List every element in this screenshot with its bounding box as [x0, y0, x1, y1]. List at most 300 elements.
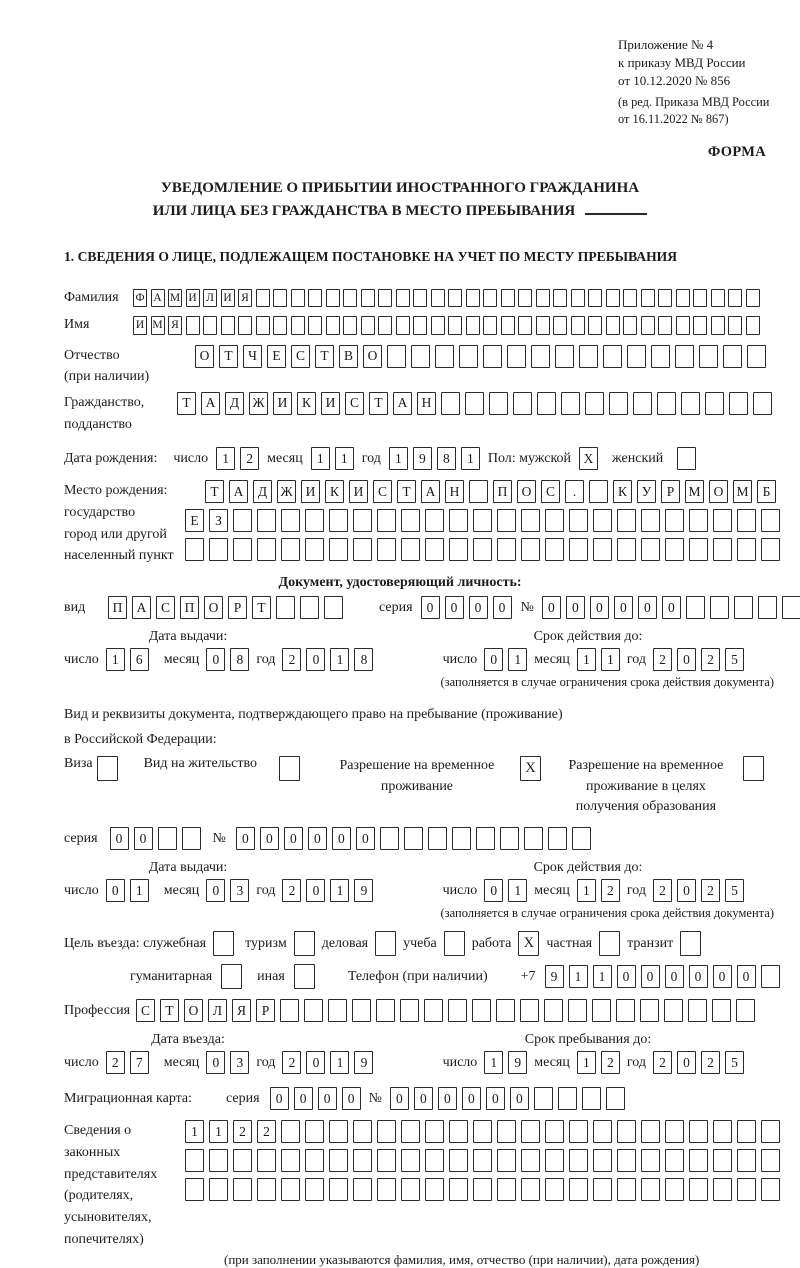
migration-series-cells[interactable] [270, 1087, 361, 1110]
cell[interactable] [377, 509, 396, 532]
cell[interactable] [281, 538, 300, 561]
cell[interactable]: Е [267, 345, 286, 368]
cell[interactable] [209, 1178, 228, 1201]
cell[interactable]: Р [228, 596, 247, 619]
cell[interactable] [308, 316, 322, 335]
cell[interactable]: 1 [601, 648, 620, 671]
cell[interactable]: Ч [243, 345, 262, 368]
cell[interactable] [606, 1087, 625, 1110]
cell[interactable]: 1 [508, 648, 527, 671]
cell[interactable]: О [195, 345, 214, 368]
cell[interactable]: 1 [311, 447, 330, 470]
cell[interactable] [747, 345, 766, 368]
cell[interactable] [329, 1178, 348, 1201]
migration-number-cells[interactable] [390, 1087, 625, 1110]
cell[interactable] [444, 931, 465, 956]
cell[interactable] [737, 538, 756, 561]
cell[interactable] [281, 1178, 300, 1201]
cell[interactable] [305, 509, 324, 532]
cell[interactable] [569, 1178, 588, 1201]
cell[interactable]: 0 [462, 1087, 481, 1110]
cell[interactable]: 0 [356, 827, 375, 850]
cell[interactable] [377, 1149, 396, 1172]
edu-permit-checkbox[interactable] [743, 756, 764, 781]
cell[interactable]: М [685, 480, 704, 503]
purpose-humanitarian-checkbox[interactable] [221, 964, 242, 989]
cell[interactable] [387, 345, 406, 368]
cell[interactable] [343, 289, 357, 308]
cell[interactable] [209, 538, 228, 561]
cell[interactable] [411, 345, 430, 368]
cell[interactable]: П [108, 596, 127, 619]
cell[interactable] [545, 509, 564, 532]
cell[interactable] [531, 345, 550, 368]
cell[interactable] [761, 538, 780, 561]
cell[interactable] [676, 289, 690, 308]
cell[interactable]: Т [315, 345, 334, 368]
legal-reps-cells-row3[interactable] [185, 1178, 780, 1201]
cell[interactable]: 1 [185, 1120, 204, 1143]
cell[interactable] [425, 1149, 444, 1172]
cell[interactable]: 0 [486, 1087, 505, 1110]
cell[interactable]: 5 [725, 879, 744, 902]
cell[interactable]: 0 [590, 596, 609, 619]
cell[interactable] [746, 316, 760, 335]
residence-series-cells[interactable] [110, 827, 201, 850]
cell[interactable] [710, 596, 729, 619]
cell[interactable] [569, 1120, 588, 1143]
cell[interactable] [483, 289, 497, 308]
cell[interactable]: 0 [236, 827, 255, 850]
cell[interactable]: Я [238, 289, 252, 308]
cell[interactable] [761, 1178, 780, 1201]
cell[interactable]: И [349, 480, 368, 503]
cell[interactable] [425, 538, 444, 561]
cell[interactable] [734, 596, 753, 619]
cell[interactable] [665, 1120, 684, 1143]
cell[interactable]: Ф [133, 289, 147, 308]
cell[interactable]: 1 [461, 447, 480, 470]
cell[interactable] [221, 316, 235, 335]
name-cells[interactable] [133, 316, 760, 335]
cell[interactable]: 0 [662, 596, 681, 619]
cell[interactable] [281, 1120, 300, 1143]
cell[interactable] [617, 1120, 636, 1143]
cell[interactable] [378, 316, 392, 335]
cell[interactable] [501, 316, 515, 335]
cell[interactable]: О [363, 345, 382, 368]
cell[interactable] [737, 1120, 756, 1143]
cell[interactable] [729, 392, 748, 415]
cell[interactable]: 1 [577, 1051, 596, 1074]
cell[interactable] [209, 1149, 228, 1172]
cell[interactable]: 2 [240, 447, 259, 470]
cell[interactable]: 0 [641, 965, 660, 988]
cell[interactable] [203, 316, 217, 335]
birthplace-cells-row2[interactable] [185, 509, 780, 532]
cell[interactable] [758, 596, 777, 619]
cell[interactable]: М [151, 316, 165, 335]
cell[interactable] [617, 1178, 636, 1201]
cell[interactable] [641, 1120, 660, 1143]
cell[interactable]: 0 [306, 1051, 325, 1074]
cell[interactable] [592, 999, 611, 1022]
cell[interactable] [353, 538, 372, 561]
cell[interactable] [424, 999, 443, 1022]
profession-cells[interactable] [136, 999, 755, 1022]
cell[interactable]: М [168, 289, 182, 308]
cell[interactable] [469, 480, 488, 503]
cell[interactable]: Т [369, 392, 388, 415]
cell[interactable] [558, 1087, 577, 1110]
cell[interactable] [761, 1120, 780, 1143]
cell[interactable]: 1 [330, 879, 349, 902]
residence-valid-year-cells[interactable] [653, 879, 744, 902]
cell[interactable] [658, 316, 672, 335]
cell[interactable]: Е [185, 509, 204, 532]
cell[interactable]: 3 [230, 879, 249, 902]
cell[interactable] [97, 756, 118, 781]
cell[interactable] [689, 1178, 708, 1201]
cell[interactable]: Ж [277, 480, 296, 503]
cell[interactable] [593, 538, 612, 561]
cell[interactable]: 0 [438, 1087, 457, 1110]
cell[interactable]: О [204, 596, 223, 619]
cell[interactable]: 1 [130, 879, 149, 902]
cell[interactable] [579, 345, 598, 368]
cell[interactable] [425, 509, 444, 532]
cell[interactable] [728, 316, 742, 335]
cell[interactable]: 0 [713, 965, 732, 988]
cell[interactable] [589, 480, 608, 503]
cell[interactable]: Я [168, 316, 182, 335]
purpose-transit-checkbox[interactable] [680, 931, 701, 956]
cell[interactable]: 0 [206, 1051, 225, 1074]
cell[interactable] [273, 289, 287, 308]
cell[interactable] [593, 1178, 612, 1201]
cell[interactable] [305, 538, 324, 561]
cell[interactable] [483, 316, 497, 335]
cell[interactable] [705, 392, 724, 415]
cell[interactable] [689, 538, 708, 561]
cell[interactable] [431, 316, 445, 335]
cell[interactable]: Т [160, 999, 179, 1022]
cell[interactable]: 0 [510, 1087, 529, 1110]
birth-year-cells[interactable] [389, 447, 480, 470]
cell[interactable] [553, 289, 567, 308]
entry-month-cells[interactable] [206, 1051, 249, 1074]
cell[interactable] [459, 345, 478, 368]
cell[interactable]: Д [225, 392, 244, 415]
cell[interactable] [753, 392, 772, 415]
cell[interactable] [158, 827, 177, 850]
cell[interactable] [213, 931, 234, 956]
cell[interactable] [536, 316, 550, 335]
temp-permit-checkbox[interactable] [520, 756, 541, 781]
cell[interactable]: Л [203, 289, 217, 308]
purpose-tourism-checkbox[interactable] [294, 931, 315, 956]
cell[interactable]: А [151, 289, 165, 308]
cell[interactable] [257, 538, 276, 561]
cell[interactable] [681, 392, 700, 415]
cell[interactable] [641, 1178, 660, 1201]
residence-valid-day-cells[interactable] [484, 879, 527, 902]
cell[interactable]: X [520, 756, 541, 781]
cell[interactable]: X [579, 447, 598, 470]
cell[interactable] [472, 999, 491, 1022]
cell[interactable] [737, 1149, 756, 1172]
cell[interactable] [294, 964, 315, 989]
cell[interactable] [665, 1149, 684, 1172]
cell[interactable] [497, 538, 516, 561]
cell[interactable]: К [297, 392, 316, 415]
cell[interactable] [448, 999, 467, 1022]
cell[interactable]: 0 [342, 1087, 361, 1110]
cell[interactable]: Т [397, 480, 416, 503]
cell[interactable]: 0 [614, 596, 633, 619]
cell[interactable] [326, 316, 340, 335]
cell[interactable] [713, 1149, 732, 1172]
cell[interactable] [413, 289, 427, 308]
cell[interactable] [185, 1178, 204, 1201]
cell[interactable] [665, 1178, 684, 1201]
cell[interactable] [377, 1178, 396, 1201]
cell[interactable]: 2 [701, 879, 720, 902]
cell[interactable] [291, 316, 305, 335]
cell[interactable] [588, 289, 602, 308]
cell[interactable] [186, 316, 200, 335]
issue-month-cells[interactable] [206, 648, 249, 671]
cell[interactable] [664, 999, 683, 1022]
cell[interactable] [665, 509, 684, 532]
cell[interactable]: 0 [270, 1087, 289, 1110]
legal-reps-cells-row1[interactable] [185, 1120, 780, 1143]
cell[interactable]: 2 [653, 648, 672, 671]
cell[interactable]: 9 [354, 879, 373, 902]
surname-cells[interactable] [133, 289, 760, 308]
purpose-official-checkbox[interactable] [213, 931, 234, 956]
cell[interactable] [561, 392, 580, 415]
cell[interactable] [380, 827, 399, 850]
cell[interactable] [640, 999, 659, 1022]
doc-series-cells[interactable] [421, 596, 512, 619]
cell[interactable] [291, 289, 305, 308]
birth-day-cells[interactable] [216, 447, 259, 470]
cell[interactable] [545, 1178, 564, 1201]
cell[interactable] [233, 1149, 252, 1172]
cell[interactable]: А [132, 596, 151, 619]
cell[interactable] [571, 289, 585, 308]
cell[interactable] [520, 999, 539, 1022]
cell[interactable]: 2 [653, 879, 672, 902]
cell[interactable]: Т [252, 596, 271, 619]
cell[interactable] [376, 999, 395, 1022]
cell[interactable] [329, 509, 348, 532]
cell[interactable] [641, 1149, 660, 1172]
cell[interactable] [238, 316, 252, 335]
cell[interactable] [233, 1178, 252, 1201]
cell[interactable] [273, 316, 287, 335]
cell[interactable]: 0 [308, 827, 327, 850]
cell[interactable] [651, 345, 670, 368]
cell[interactable]: А [229, 480, 248, 503]
cell[interactable] [545, 1120, 564, 1143]
cell[interactable] [657, 392, 676, 415]
cell[interactable] [582, 1087, 601, 1110]
cell[interactable] [521, 538, 540, 561]
cell[interactable] [761, 1149, 780, 1172]
cell[interactable] [324, 596, 343, 619]
cell[interactable]: Л [208, 999, 227, 1022]
cell[interactable] [713, 509, 732, 532]
cell[interactable] [428, 827, 447, 850]
cell[interactable]: П [493, 480, 512, 503]
cell[interactable] [305, 1120, 324, 1143]
cell[interactable]: Ж [249, 392, 268, 415]
cell[interactable]: 0 [638, 596, 657, 619]
cell[interactable]: В [339, 345, 358, 368]
cell[interactable] [305, 1178, 324, 1201]
cell[interactable]: С [136, 999, 155, 1022]
cell[interactable] [588, 316, 602, 335]
cell[interactable]: Т [219, 345, 238, 368]
cell[interactable]: У [637, 480, 656, 503]
cell[interactable] [713, 1120, 732, 1143]
cell[interactable]: И [133, 316, 147, 335]
cell[interactable]: 1 [577, 879, 596, 902]
cell[interactable] [185, 1149, 204, 1172]
cell[interactable] [568, 999, 587, 1022]
phone-cells[interactable] [545, 965, 780, 988]
cell[interactable]: 2 [282, 648, 301, 671]
cell[interactable] [353, 1149, 372, 1172]
cell[interactable] [294, 931, 315, 956]
purpose-private-checkbox[interactable] [599, 931, 620, 956]
cell[interactable]: 3 [230, 1051, 249, 1074]
cell[interactable] [521, 1178, 540, 1201]
cell[interactable]: 1 [335, 447, 354, 470]
cell[interactable] [473, 1120, 492, 1143]
cell[interactable] [425, 1178, 444, 1201]
cell[interactable] [401, 1120, 420, 1143]
cell[interactable] [378, 289, 392, 308]
cell[interactable]: 2 [233, 1120, 252, 1143]
cell[interactable] [675, 345, 694, 368]
cell[interactable] [545, 1149, 564, 1172]
cell[interactable]: 0 [689, 965, 708, 988]
cell[interactable] [305, 1149, 324, 1172]
cell[interactable] [308, 289, 322, 308]
cell[interactable] [396, 316, 410, 335]
cell[interactable]: 8 [230, 648, 249, 671]
cell[interactable] [343, 316, 357, 335]
residence-valid-month-cells[interactable] [577, 879, 620, 902]
cell[interactable] [401, 1178, 420, 1201]
cell[interactable] [257, 1178, 276, 1201]
cell[interactable] [256, 289, 270, 308]
cell[interactable] [473, 1178, 492, 1201]
cell[interactable] [693, 316, 707, 335]
cell[interactable]: 0 [445, 596, 464, 619]
cell[interactable] [452, 827, 471, 850]
cell[interactable]: К [325, 480, 344, 503]
cell[interactable] [521, 1149, 540, 1172]
cell[interactable] [641, 289, 655, 308]
cell[interactable] [544, 999, 563, 1022]
entry-year-cells[interactable] [282, 1051, 373, 1074]
cell[interactable]: 0 [110, 827, 129, 850]
cell[interactable]: А [393, 392, 412, 415]
cell[interactable] [623, 289, 637, 308]
sex-female-checkbox[interactable] [677, 447, 696, 470]
purpose-business-checkbox[interactable] [375, 931, 396, 956]
cell[interactable] [728, 289, 742, 308]
cell[interactable]: С [156, 596, 175, 619]
cell[interactable]: М [733, 480, 752, 503]
cell[interactable] [689, 509, 708, 532]
cell[interactable] [521, 509, 540, 532]
cell[interactable] [353, 1178, 372, 1201]
cell[interactable]: 2 [257, 1120, 276, 1143]
cell[interactable] [677, 447, 696, 470]
cell[interactable] [329, 1149, 348, 1172]
cell[interactable]: 2 [282, 1051, 301, 1074]
cell[interactable]: 0 [566, 596, 585, 619]
cell[interactable] [518, 316, 532, 335]
cell[interactable]: С [291, 345, 310, 368]
cell[interactable] [352, 999, 371, 1022]
birth-month-cells[interactable] [311, 447, 354, 470]
cell[interactable] [711, 289, 725, 308]
cell[interactable] [473, 509, 492, 532]
stay-month-cells[interactable] [577, 1051, 620, 1074]
cell[interactable]: 0 [677, 1051, 696, 1074]
cell[interactable] [465, 392, 484, 415]
cell[interactable] [513, 392, 532, 415]
cell[interactable] [256, 316, 270, 335]
cell[interactable]: 5 [725, 648, 744, 671]
cell[interactable] [688, 999, 707, 1022]
cell[interactable] [361, 316, 375, 335]
cell[interactable] [361, 289, 375, 308]
cell[interactable]: 2 [653, 1051, 672, 1074]
cell[interactable]: 8 [437, 447, 456, 470]
cell[interactable] [627, 345, 646, 368]
cell[interactable] [534, 1087, 553, 1110]
cell[interactable]: 1 [209, 1120, 228, 1143]
cell[interactable] [449, 1120, 468, 1143]
cell[interactable] [466, 316, 480, 335]
cell[interactable] [425, 1120, 444, 1143]
cell[interactable] [329, 1120, 348, 1143]
cell[interactable] [182, 827, 201, 850]
cell[interactable] [496, 999, 515, 1022]
cell[interactable]: 0 [294, 1087, 313, 1110]
cell[interactable] [761, 509, 780, 532]
cell[interactable] [524, 827, 543, 850]
cell[interactable]: 2 [601, 879, 620, 902]
cell[interactable] [396, 289, 410, 308]
cell[interactable] [518, 289, 532, 308]
cell[interactable] [569, 1149, 588, 1172]
cell[interactable]: К [613, 480, 632, 503]
cell[interactable]: 0 [106, 879, 125, 902]
residence-permit-checkbox[interactable] [279, 756, 300, 781]
cell[interactable]: 1 [593, 965, 612, 988]
cell[interactable] [599, 931, 620, 956]
cell[interactable] [377, 1120, 396, 1143]
cell[interactable] [449, 538, 468, 561]
